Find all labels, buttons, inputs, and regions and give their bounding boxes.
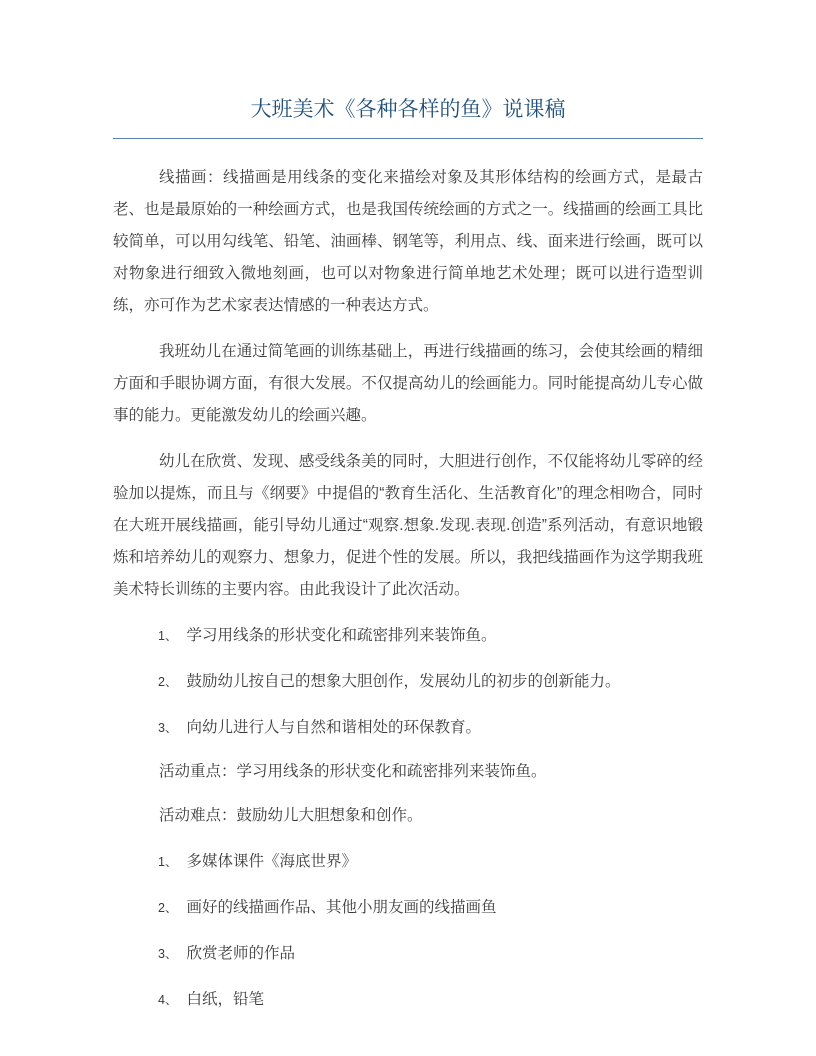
material-item-1-text: 多媒体课件《海底世界》 — [186, 853, 357, 870]
material-item-2-number: 2、 — [158, 901, 178, 915]
goal-item-3-text: 向幼儿进行人与自然和谐相处的环保教育。 — [186, 719, 481, 736]
goal-item-2-number: 2、 — [158, 675, 178, 689]
material-item-4-number: 4、 — [158, 993, 178, 1007]
material-item-3-number: 3、 — [158, 947, 178, 961]
paragraph-design-rationale: 幼儿在欣赏、发现、感受线条美的同时，大胆进行创作，不仅能将幼儿零碎的经验加以提炼，而且与《纲要》中提倡的“教育生活化、生活教育化”的理念相吻合，同时在大班开展线描画，能引导幼儿通过“观察.想象.发现.表现.创造”系列活动，有意识地锻炼和培养幼儿的观察力、想象力，促进个性的发展。所以，我把线描画作为这学期我班美术特长训练的主要内容。由此我设计了此次活动。 — [113, 453, 703, 598]
paragraph-class-basis: 我班幼儿在通过简笔画的训练基础上，再进行线描画的练习，会使其绘画的精细方面和手眼协调方面，有很大发展。不仅提高幼儿的绘画能力。同时能提高幼儿专心做事的能力。更能激发幼儿的绘画兴趣。 — [113, 343, 703, 424]
material-item-3 — [113, 938, 703, 970]
material-item-4 — [113, 984, 703, 1016]
material-item-3-text: 欣赏老师的作品 — [186, 945, 295, 962]
activity-difficult-point: 活动难点：鼓励幼儿大胆想象和创作。 — [159, 807, 423, 824]
document-content — [113, 139, 703, 1016]
goal-item-1-number: 1、 — [158, 629, 178, 643]
material-item-1-number: 1、 — [158, 855, 178, 869]
material-item-4-text: 白纸，铅笔 — [186, 991, 264, 1008]
goal-item-1 — [113, 620, 703, 652]
material-item-1 — [113, 846, 703, 878]
activity-key-point: 活动重点：学习用线条的形状变化和疏密排列来装饰鱼。 — [159, 763, 547, 780]
goal-item-3 — [113, 712, 703, 744]
material-item-2-text: 画好的线描画作品、其他小朋友画的线描画鱼 — [186, 899, 497, 916]
page-title: 大班美术《各种各样的鱼》说课稿 — [113, 96, 703, 139]
goal-item-1-text: 学习用线条的形状变化和疏密排列来装饰鱼。 — [186, 627, 497, 644]
goal-item-2-text: 鼓励幼儿按自己的想象大胆创作，发展幼儿的初步的创新能力。 — [186, 673, 621, 690]
paragraph-intro-line-drawing: 线描画：线描画是用线条的变化来描绘对象及其形体结构的绘画方式，是最古老、也是最原始的一种绘画方式，也是我国传统绘画的方式之一。线描画的绘画工具比较简单，可以用勾线笔、铅笔、油画棒、钢笔等，利用点、线、面来进行绘画，既可以对物象进行细致入微地刻画，也可以对物象进行简单地艺术处理；既可以进行造型训练，亦可作为艺术家表达情感的一种表达方式。 — [113, 169, 703, 314]
goal-item-2 — [113, 666, 703, 698]
goal-item-3-number: 3、 — [158, 721, 178, 735]
material-item-2 — [113, 892, 703, 924]
